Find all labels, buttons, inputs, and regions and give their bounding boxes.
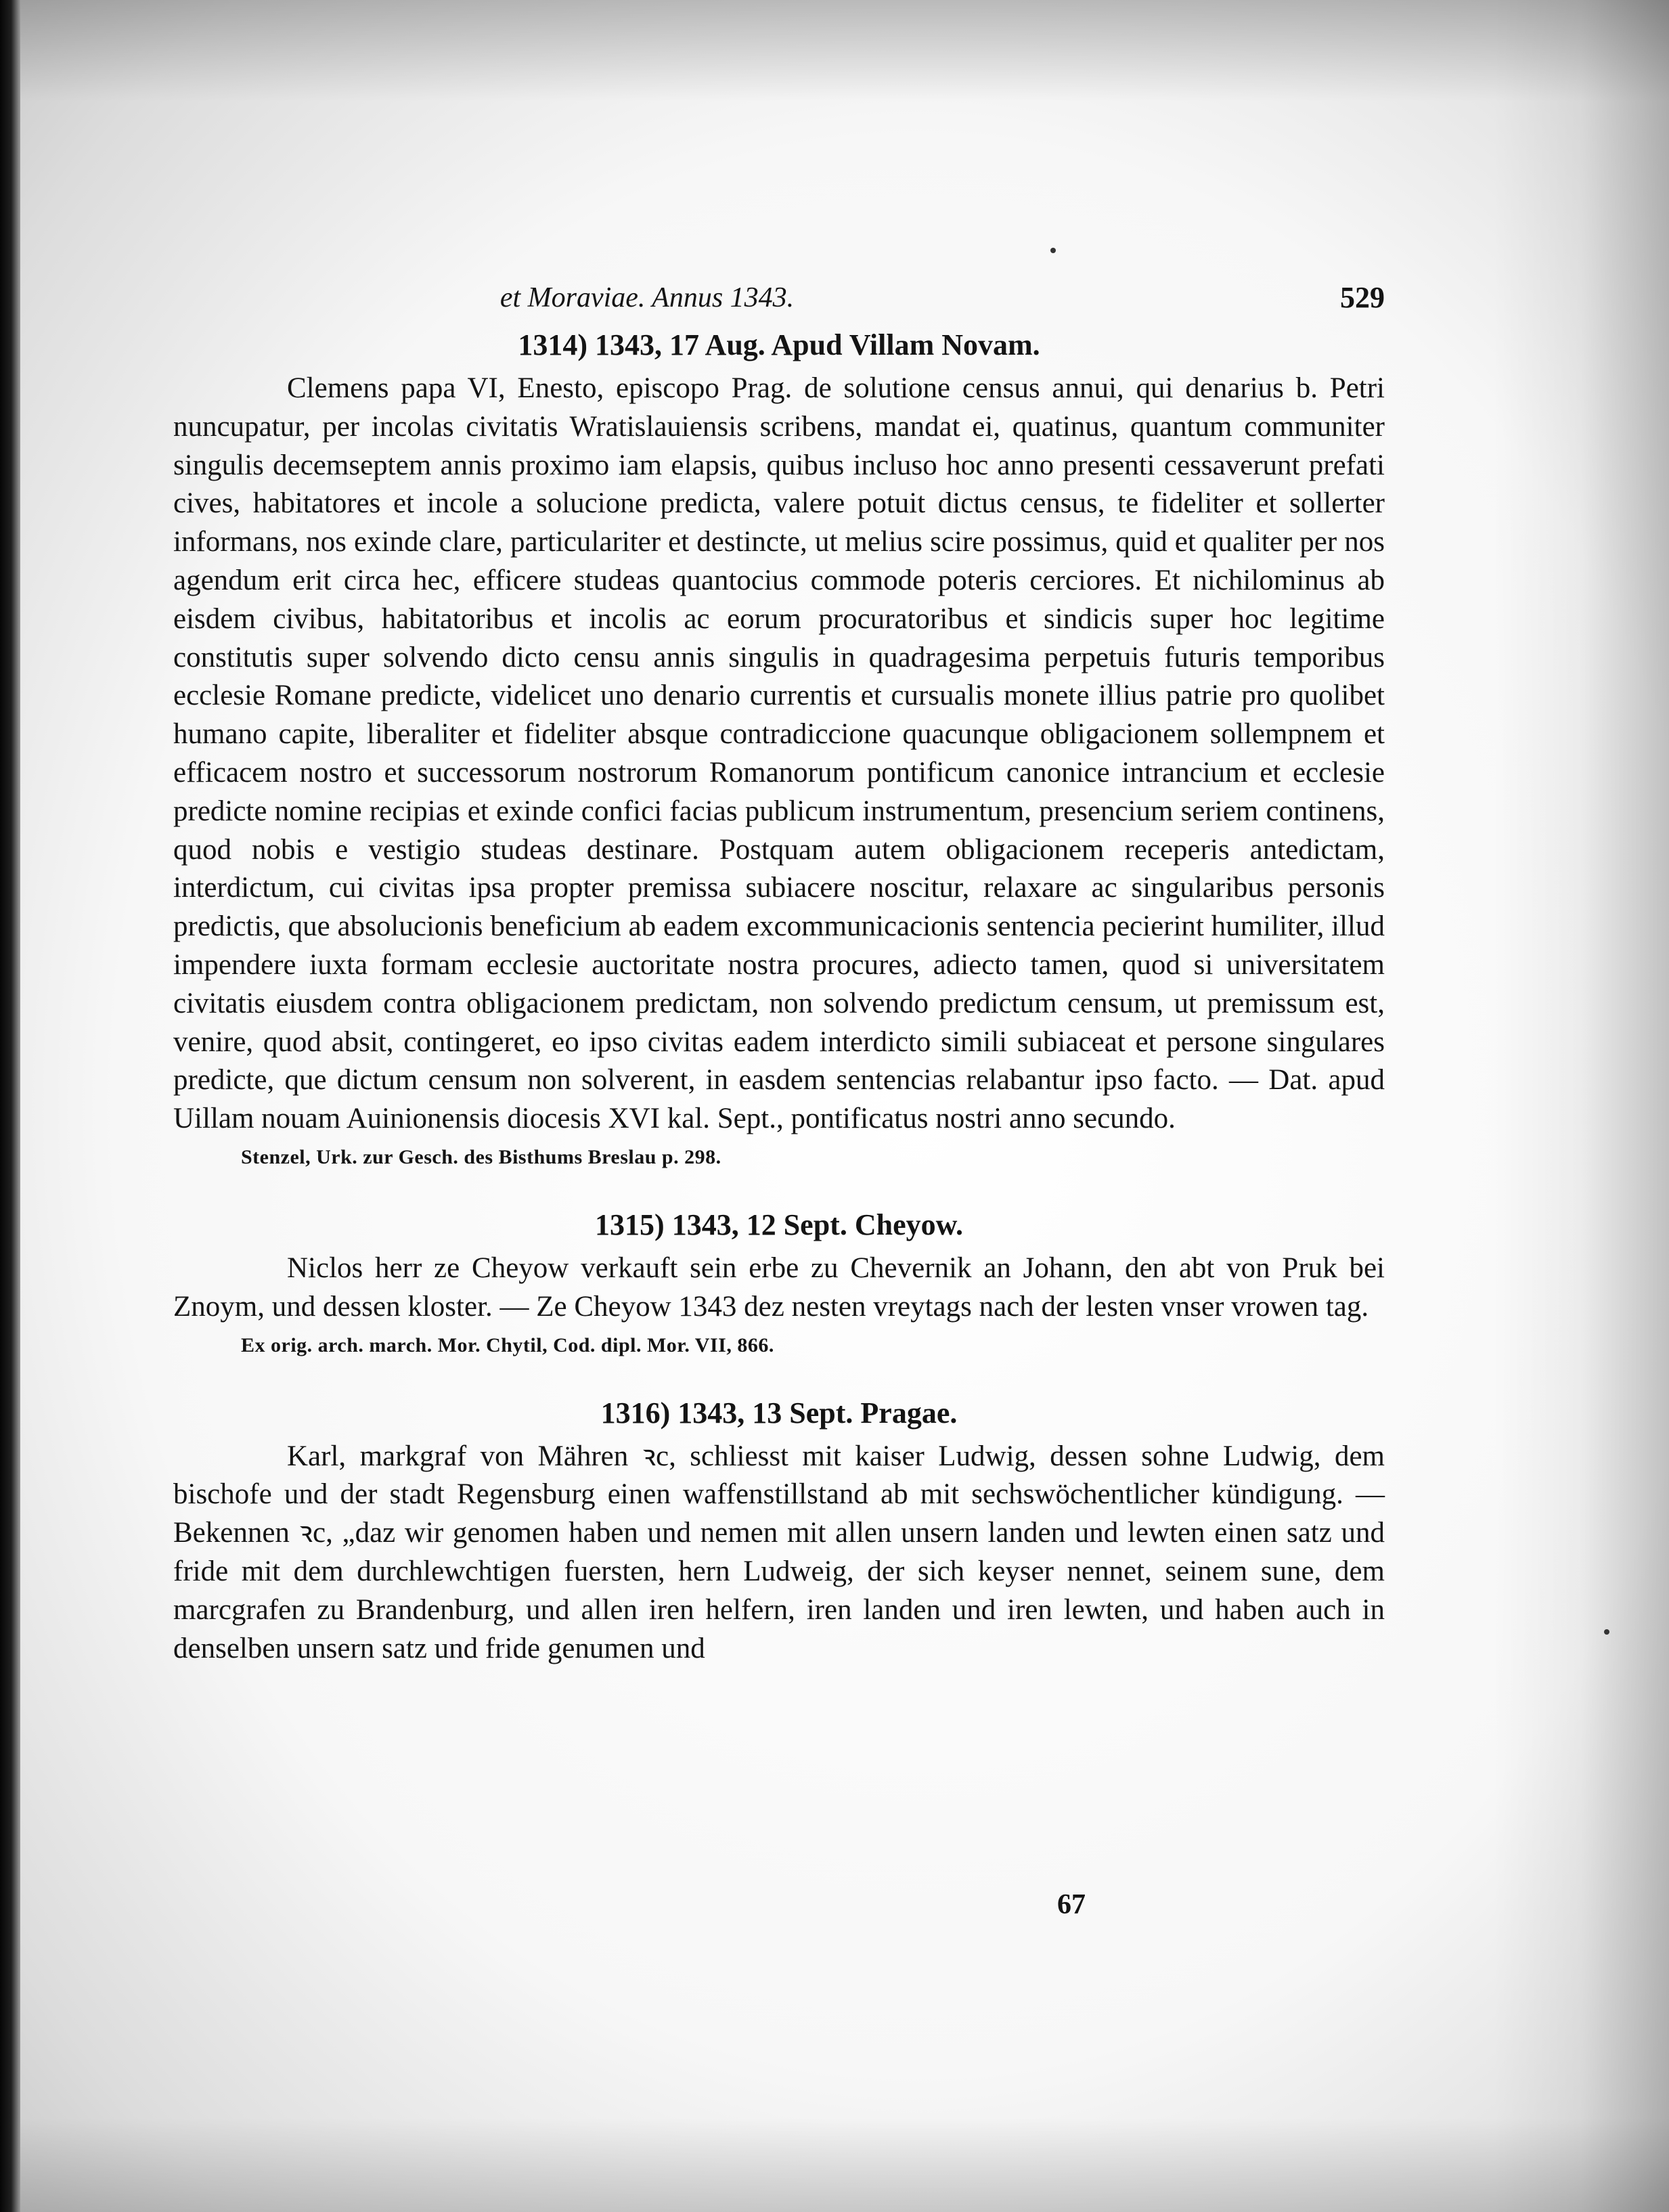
page-header <box>173 271 1385 325</box>
entry-heading <box>173 1205 1385 1245</box>
entry-date: 1343, 12 Sept. <box>671 1208 847 1241</box>
entry-place: Pragae. <box>860 1396 958 1430</box>
entry-1315 <box>173 1205 1385 1365</box>
running-title: et Moraviae. Annus 1343. <box>499 282 795 313</box>
entry-number: 1314) <box>518 328 587 361</box>
dust-speck <box>1604 1629 1609 1635</box>
signature-mark: 67 <box>1057 1889 1086 1920</box>
left-scan-edge <box>0 0 20 2212</box>
right-scan-shadow <box>1493 0 1669 2212</box>
entry-number: 1316) <box>600 1396 671 1430</box>
entry-source: Ex orig. arch. march. Mor. Chytil, Cod. dipl. Mor. VII, 866. <box>241 1333 774 1356</box>
page-number: 529 <box>1340 281 1385 314</box>
entry-source: Stenzel, Urk. zur Gesch. des Bisthums Breslau p. 298. <box>241 1145 721 1168</box>
page-content <box>173 271 1385 1668</box>
entry-1314 <box>173 325 1385 1176</box>
bottom-scan-shadow <box>0 2117 1669 2212</box>
entry-heading <box>173 1393 1385 1434</box>
entry-text: Niclos herr ze Cheyow verkauft sein erbe zu Chevernik an Johann, den abt von Pruk bei Znoym, und dessen kloster. — Ze Cheyow 1343 dez nesten vreytags nach der lesten vnser vrowen tag. <box>173 1252 1385 1323</box>
entry-date: 1343, 13 Sept. <box>677 1396 853 1430</box>
entry-heading <box>173 325 1385 366</box>
entry-number: 1315) <box>595 1208 665 1241</box>
entry-place: Cheyow. <box>854 1208 963 1241</box>
entry-text: Clemens papa VI, Enesto, episcopo Prag. de solutione census annui, qui denarius b. Petri nuncupatur, per incolas civitatis Wratislauiensis scribens, mandat ei, quatinus, quantum communiter singulis decemseptem annis proximo iam elapsis, quibus incluso hoc anno presenti cessaverunt prefati cives, habitatores et incole a solucione predicta, valere potuit dictus census, te fideliter et sollerter informans, nos exinde clare, particulariter et destincte, ut melius scire possimus, quid et qualiter per nos agendum erit circa hec, efficere studeas quantocius commode poteris cerciores. Et nichilominus ab eisdem civibus, habitatoribus et incolis ac eorum procuratoribus et sindicis super hoc legitime constitutis super solvendo dicto censu annis singulis in quadragesima perpetuis futuris temporibus ecclesie Romane predicte, videlicet uno denario currentis et cursualis monete illius patrie pro quolibet humano capite, liberaliter et fideliter absque contradiccione quacunque obligacionem sollempnem et efficacem nostro et successorum nostrorum Romanorum pontificum canonice intrancium et ecclesie predicte nomine recipias et exinde confici facias publicum instrumentum, presencium seriem continens, quod nobis e vestigio studeas destinare. Postquam autem obligacionem receperis antedictam, interdictum, cui civitas ipsa propter premissa subiacere noscitur, relaxare ac singularibus personis predictis, que absolucionis beneficium ab eadem excommunicacionis sentencia pecierint humiliter, illud impendere iuxta formam ecclesie auctoritate nostra procures, adiecto tamen, quod si universitatem civitatis eiusdem contra obligacionem predictam, non solvendo predictum censum, ut premissum est, venire, quod absit, contingeret, eo ipso civitas eadem interdicto simili subiaceat et persone singulares predicte, que dictum censum non solverent, in easdem sentencias relabantur ipso facto. — Dat. apud Uillam nouam Auinionensis diocesis XVI kal. Sept., pontificatus nostri anno secundo. <box>173 372 1385 1135</box>
entry-date: 1343, 17 Aug. <box>594 328 765 361</box>
entry-text: Karl, markgraf von Mähren ꝛc, schliesst mit kaiser Ludwig, dessen sohne Ludwig, dem bischofe und der stadt Regensburg einen waffenstillstand ab mit sechswöchentlicher kündigung. — Bekennen ꝛc, „daz wir genomen haben und nemen mit allen unsern landen und lewten einen satz und fride mit dem durchlewchtigen fuersten, hern Ludweig, der sich keyser nennet, seinem sune, dem marcgrafen zu Brandenburg, und allen iren helfern, iren landen und iren lewten, und haben auch in denselben unsern satz und fride genumen und <box>173 1440 1385 1664</box>
entry-1316 <box>173 1393 1385 1668</box>
top-scan-shadow <box>0 0 1669 102</box>
dust-speck <box>1050 248 1056 253</box>
entry-place: Apud Villam Novam. <box>771 328 1040 361</box>
